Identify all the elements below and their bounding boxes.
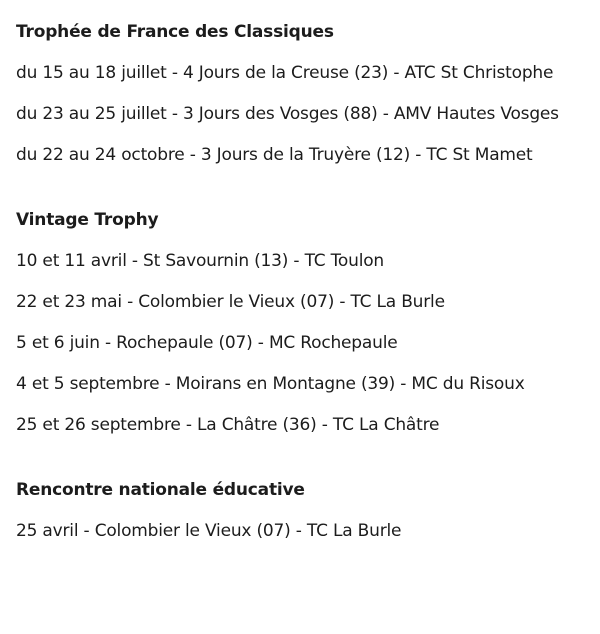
event-item: du 22 au 24 octobre - 3 Jours de la Truyère (12) - TC St Mamet <box>16 145 533 165</box>
event-item: 25 et 26 septembre - La Châtre (36) - TC La Châtre <box>16 415 440 435</box>
event-item: 10 et 11 avril - St Savournin (13) - TC Toulon <box>16 251 384 271</box>
event-item: 25 avril - Colombier le Vieux (07) - TC La Burle <box>16 521 402 541</box>
event-item: 4 et 5 septembre - Moirans en Montagne (39) - MC du Risoux <box>16 374 525 394</box>
event-item: du 23 au 25 juillet - 3 Jours des Vosges (88) - AMV Hautes Vosges <box>16 104 559 124</box>
section-title: Trophée de France des Classiques <box>16 22 334 42</box>
event-item: 5 et 6 juin - Rochepaule (07) - MC Rochepaule <box>16 333 398 353</box>
section-vintage-trophy <box>16 208 584 437</box>
section-title: Vintage Trophy <box>16 210 159 230</box>
section-rencontre-educative <box>16 478 584 543</box>
section-title: Rencontre nationale éducative <box>16 480 305 500</box>
event-item: 22 et 23 mai - Colombier le Vieux (07) - TC La Burle <box>16 292 445 312</box>
event-item: du 15 au 18 juillet - 4 Jours de la Creuse (23) - ATC St Christophe <box>16 63 554 83</box>
section-trophee-classiques <box>16 20 584 167</box>
